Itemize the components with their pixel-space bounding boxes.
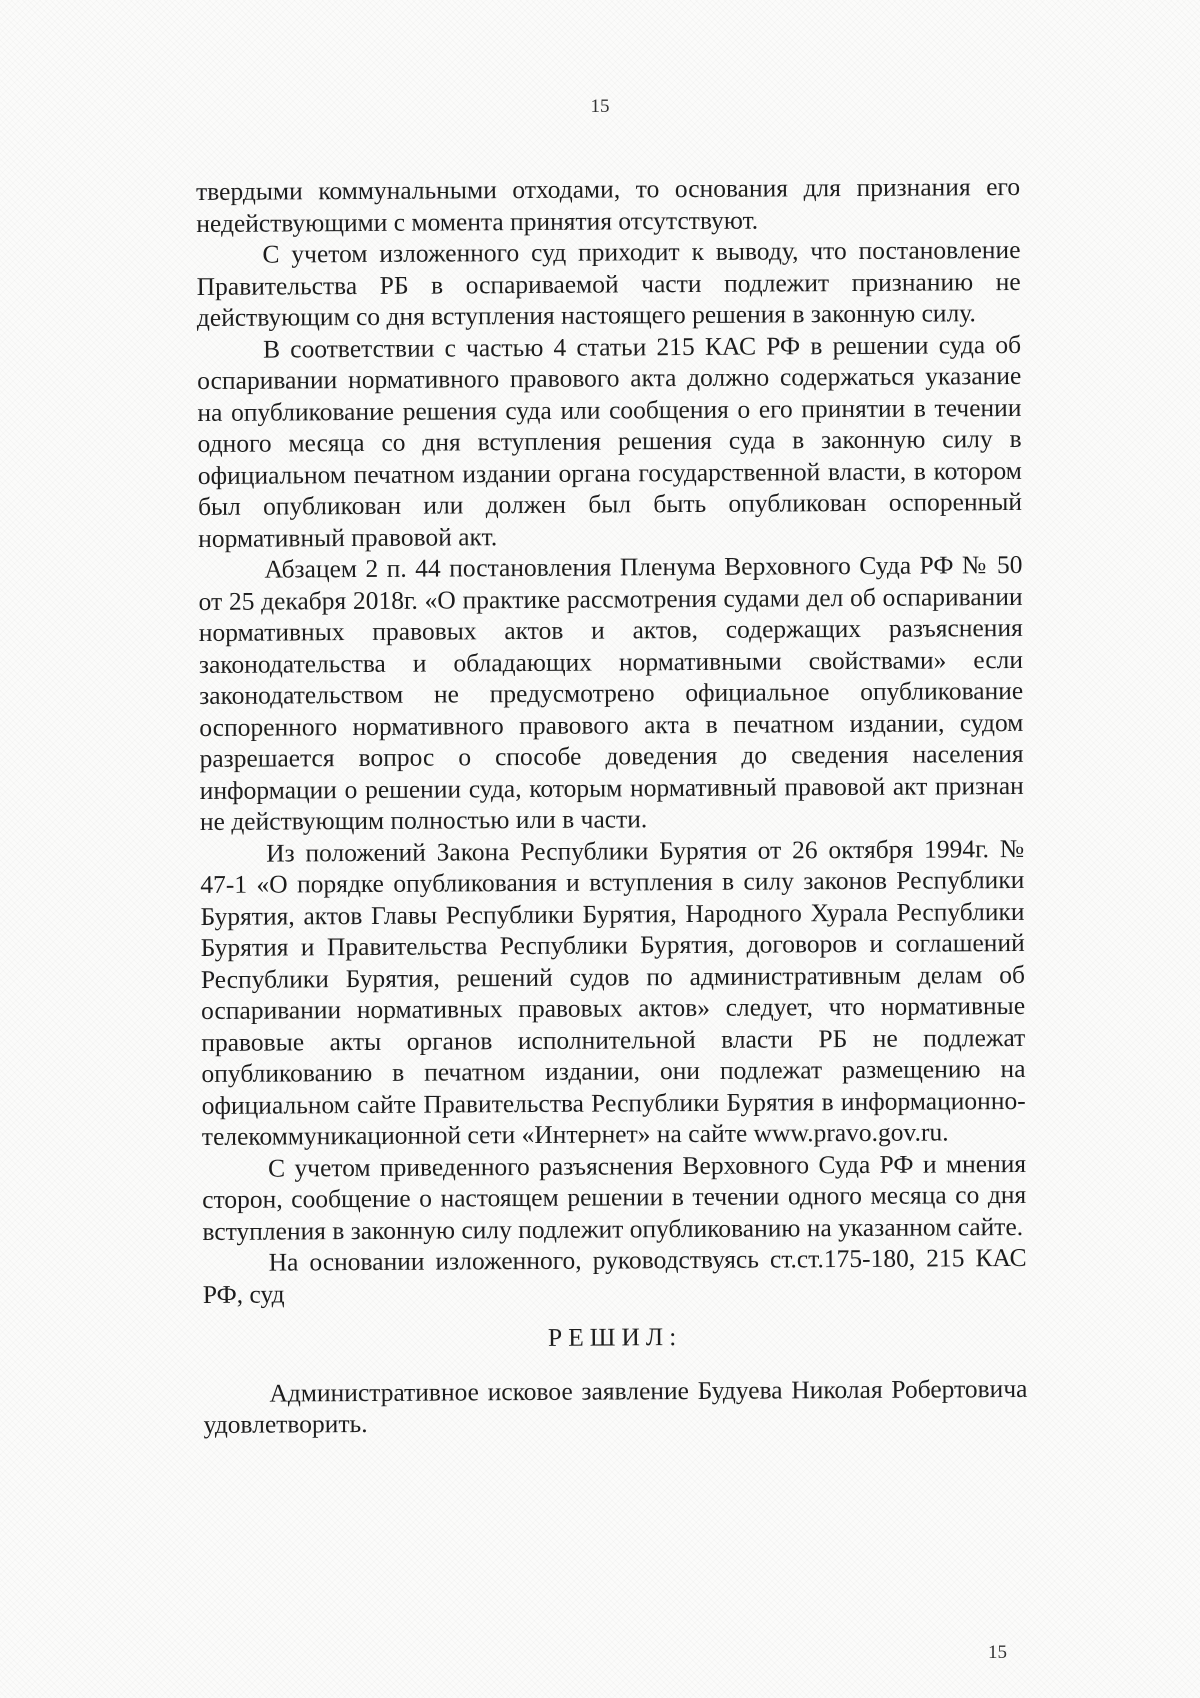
paragraph-ruling: Административное исковое заявление Будуева Николая Робертовича удовлетворить. — [203, 1373, 1028, 1439]
paragraph-plenum-clarification: Абзацем 2 п. 44 постановления Пленума Верховного Суда РФ № 50 от 25 декабря 2018г. «О практике рассмотрения судами дел об оспаривании нормативных правовых актов и актов, содержащих разъяснения законодательства и обладающих нормативными свойствами» если законодательством не предусмотрено официальное опубликование оспоренного нормативного правового акта в печатном издании, судом разрешается вопрос о способе доведения до сведения населения информации о решении суда, которым нормативный правовой акт признан не действующим полностью или в части. — [198, 549, 1024, 836]
paragraph-continuation: твердыми коммунальными отходами, то основания для признания его недействующими с момента принятия отсутствуют. — [196, 171, 1021, 238]
paragraph-publication-requirement: В соответствии с частью 4 статьи 215 КАС РФ в решении суда об оспаривании нормативного правового акта должно содержаться указание на опубликование решения суда или сообщения о его принятии в течении одного месяца со дня вступления решения суда в законную силу в официальном печатном издании органа государственной власти, в котором был опубликован или должен был быть опубликован оспоренный нормативный правовой акт. — [197, 329, 1023, 553]
page-number-top: 15 — [590, 96, 610, 117]
paragraph-conclusion: С учетом изложенного суд приходит к выводу, что постановление Правительства РБ в оспариваемой части подлежит признанию не действующим со дня вступления настоящего решения в законную силу. — [196, 234, 1021, 332]
document-body — [196, 171, 1028, 1441]
paragraph-buryatia-law: Из положений Закона Республики Бурятия от 26 октября 1994г. № 47-1 «О порядке опубликования и вступления в силу законов Республики Бурятия, актов Главы Республики Бурятия, Народного Хурала Республики Бурятия и Правительства Республики Бурятия, договоров и соглашений Республики Бурятия, решений судов по административным делам об оспаривании нормативных правовых актов» следует, что нормативные правовые акты органов исполнительной власти РБ не подлежат опубликованию в печатном издании, они подлежат размещению на официальном сайте Правительства Республики Бурятия в информационно-телекоммуникационной сети «Интернет» на сайте www.pravo.gov.ru. — [200, 833, 1026, 1151]
paragraph-publication-decision: С учетом приведенного разъяснения Верховного Суда РФ и мнения сторон, сообщение о настоящем решении в течении одного месяца со дня вступления в законную силу подлежит опубликованию на указанном сайте. — [202, 1148, 1027, 1246]
paragraph-grounds: На основании изложенного, руководствуясь ст.ст.175-180, 215 КАС РФ, суд — [202, 1242, 1027, 1309]
page-number-bottom: 15 — [988, 1642, 1007, 1663]
resolution-heading: РЕШИЛ: — [547, 1322, 683, 1352]
